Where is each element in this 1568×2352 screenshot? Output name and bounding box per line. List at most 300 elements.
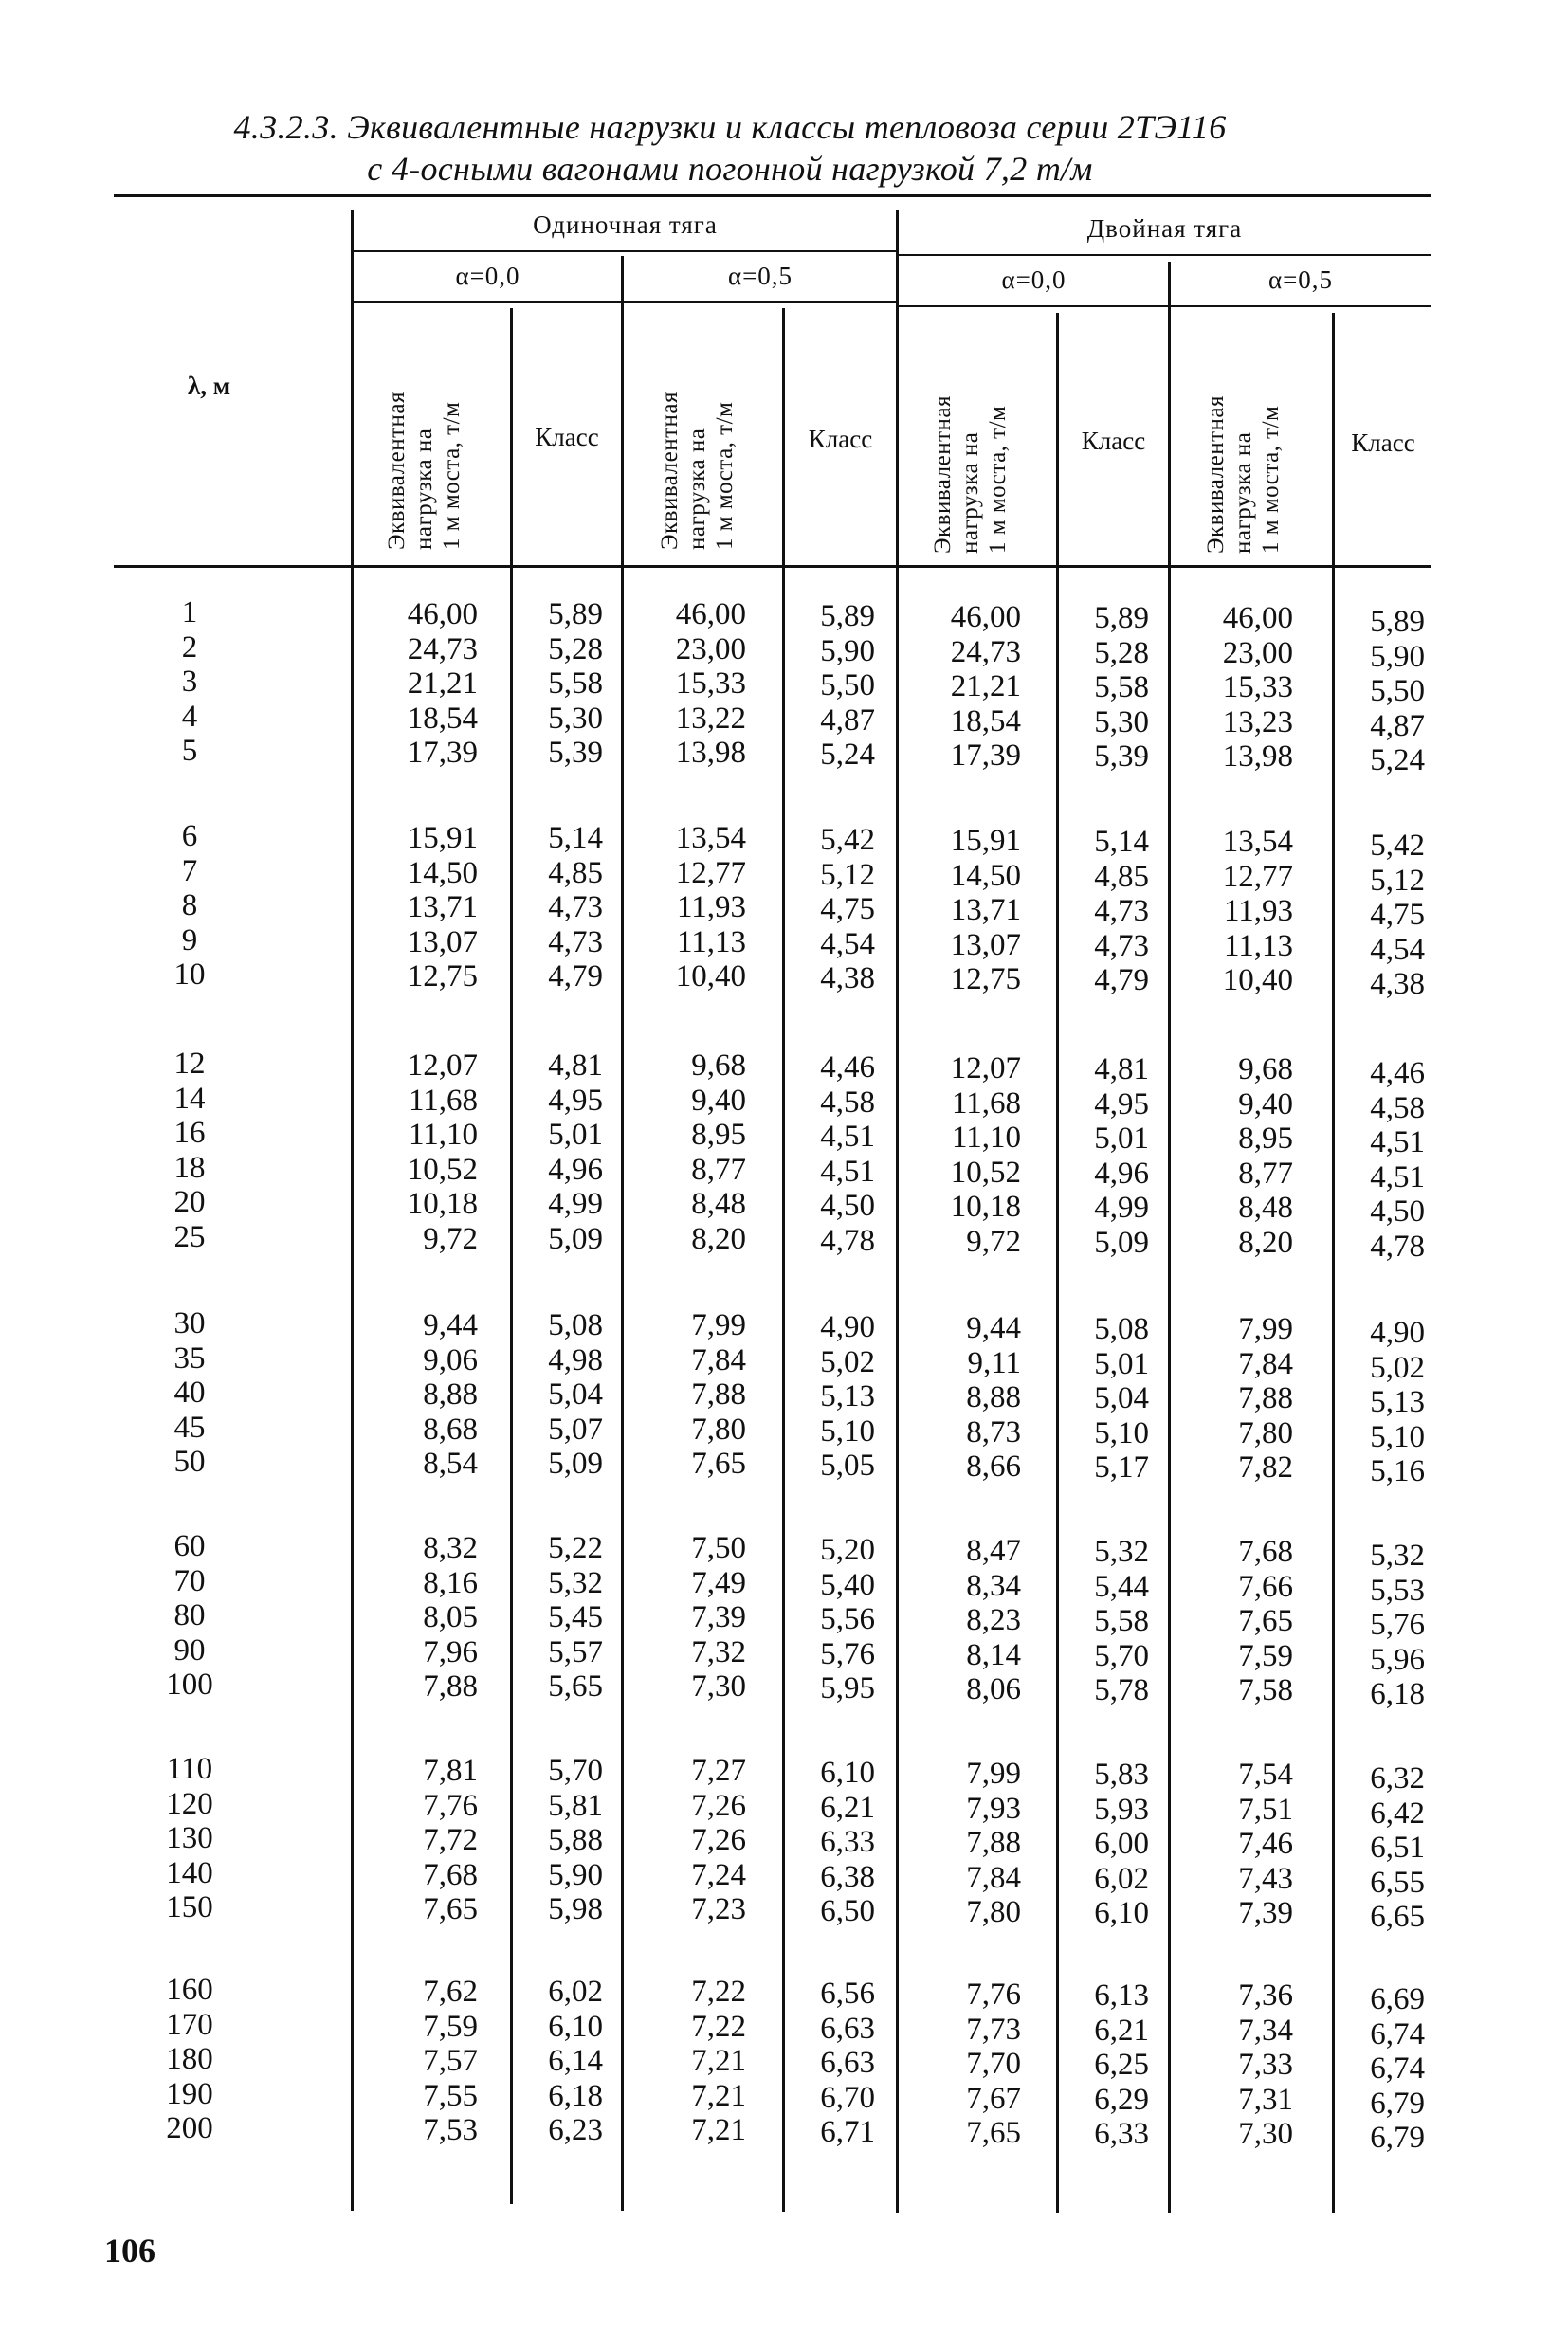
single-a0-klass-cell: 6,10 — [548, 2009, 603, 2044]
group-7-d5e-column — [1170, 1978, 1293, 2152]
double-a05-klass-cell: 5,10 — [1370, 1419, 1425, 1454]
lambda-cell: 170 — [166, 2007, 213, 2042]
double-a05-klass-cell: 4,75 — [1370, 898, 1425, 933]
double-a0-load-cell: 7,80 — [966, 1895, 1021, 1930]
single-a05-load-cell: 10,40 — [675, 959, 746, 994]
group-4-lambda-column — [123, 1306, 256, 1480]
single-a0-load-cell: 7,96 — [423, 1634, 478, 1669]
group-4-d0k-column — [1058, 1312, 1149, 1486]
single-a0-load-cell: 8,05 — [423, 1600, 478, 1635]
double-a0-klass-cell: 5,08 — [1094, 1312, 1149, 1346]
double-a05-load-cell: 7,66 — [1238, 1569, 1293, 1604]
group-5-s5k-column — [784, 1533, 875, 1706]
lambda-cell: 5 — [181, 734, 198, 769]
lambda-cell: 130 — [166, 1821, 213, 1856]
lambda-cell: 50 — [173, 1445, 206, 1480]
double-a05-klass-cell: 6,79 — [1370, 2121, 1425, 2156]
single-a0-klass-cell: 5,14 — [548, 821, 603, 855]
single-a0-klass-cell: 5,32 — [548, 1565, 603, 1600]
single-a05-load-cell: 7,23 — [691, 1892, 746, 1927]
double-a05-load-cell: 7,59 — [1238, 1638, 1293, 1673]
double-a0-klass-cell: 5,04 — [1094, 1381, 1149, 1416]
single-a05-load-cell: 7,99 — [691, 1308, 746, 1342]
group-2-s5k-column — [784, 823, 875, 996]
group-4-s5k-column — [784, 1310, 875, 1484]
alpha-rule-double — [898, 305, 1431, 307]
single-a05-klass-cell: 5,90 — [820, 633, 875, 668]
single-a0-klass-cell: 5,90 — [548, 1857, 603, 1892]
double-a0-klass-cell: 6,13 — [1094, 1978, 1149, 2013]
double-a05-load-cell: 8,48 — [1238, 1191, 1293, 1226]
single-a0-load-cell: 7,81 — [423, 1754, 478, 1788]
single-a05-klass-cell: 6,33 — [820, 1825, 875, 1860]
single-a05-klass-cell: 4,58 — [820, 1085, 875, 1120]
single-a05-load-cell: 7,27 — [691, 1754, 746, 1788]
header-double-alpha-0: α=0,0 — [1001, 265, 1067, 294]
double-a0-load-cell: 21,21 — [950, 669, 1021, 704]
lambda-cell: 30 — [173, 1306, 206, 1340]
group-7-d0k-column — [1058, 1978, 1149, 2152]
double-a0-load-cell: 9,44 — [966, 1311, 1021, 1345]
group-7-lambda-column — [123, 1973, 256, 2146]
group-6-d5e-column — [1170, 1758, 1293, 1931]
lambda-cell: 110 — [166, 1752, 213, 1786]
single-a0-load-cell: 7,53 — [423, 2113, 478, 2148]
single-a05-load-cell: 7,50 — [691, 1531, 746, 1565]
double-a05-load-cell: 9,68 — [1238, 1052, 1293, 1086]
single-a05-load-cell: 9,40 — [691, 1083, 746, 1118]
double-a0-klass-cell: 5,01 — [1094, 1121, 1149, 1157]
double-a0-load-cell: 7,70 — [966, 2047, 1021, 2082]
lambda-cell: 40 — [173, 1376, 206, 1411]
group-4-s0e-column — [353, 1308, 478, 1482]
lambda-cell: 4 — [181, 699, 198, 734]
single-a0-klass-cell: 5,07 — [548, 1412, 603, 1447]
single-a0-load-cell: 13,71 — [407, 890, 478, 925]
double-a0-load-cell: 8,88 — [966, 1380, 1021, 1415]
single-a05-klass-cell: 5,56 — [820, 1602, 875, 1637]
lambda-cell: 120 — [166, 1786, 213, 1821]
lambda-cell: 8 — [181, 888, 198, 923]
double-a0-load-cell: 7,84 — [966, 1860, 1021, 1895]
double-a05-klass-cell: 5,89 — [1370, 605, 1425, 639]
double-a0-load-cell: 7,65 — [966, 2116, 1021, 2151]
group-1-d5k-column — [1334, 605, 1425, 778]
single-a0-klass-cell: 5,22 — [548, 1531, 603, 1565]
group-3-s5e-column — [623, 1048, 746, 1257]
double-a0-load-cell: 7,88 — [966, 1826, 1021, 1861]
double-a05-load-cell: 7,99 — [1238, 1312, 1293, 1346]
double-a05-klass-cell: 5,32 — [1370, 1539, 1425, 1573]
lambda-cell: 190 — [166, 2076, 213, 2111]
single-a05-load-cell: 9,68 — [691, 1048, 746, 1083]
double-a05-klass-cell: 6,79 — [1370, 2086, 1425, 2121]
group-5-d5e-column — [1170, 1535, 1293, 1708]
single-a05-klass-cell: 5,76 — [820, 1636, 875, 1671]
group-5-s0k-column — [512, 1531, 603, 1705]
single-a05-klass-cell: 5,40 — [820, 1567, 875, 1602]
double-a0-klass-cell: 4,73 — [1094, 894, 1149, 929]
double-a05-klass-cell: 5,96 — [1370, 1642, 1425, 1677]
double-a05-load-cell: 10,40 — [1222, 963, 1293, 998]
group-4-s0k-column — [512, 1308, 603, 1482]
group-3-lambda-column — [123, 1047, 256, 1255]
lambda-cell: 14 — [173, 1081, 206, 1116]
alpha-rule-single — [353, 301, 898, 303]
double-a05-klass-cell: 6,32 — [1370, 1761, 1425, 1796]
double-a05-load-cell: 13,98 — [1222, 739, 1293, 775]
double-a05-load-cell: 23,00 — [1222, 635, 1293, 670]
double-a05-klass-cell: 5,42 — [1370, 829, 1425, 863]
double-a05-klass-cell: 6,42 — [1370, 1796, 1425, 1831]
single-a0-klass-cell: 5,39 — [548, 736, 603, 771]
double-a0-load-cell: 46,00 — [950, 600, 1021, 634]
group-2-d5k-column — [1334, 829, 1425, 1002]
double-a05-klass-cell: 4,51 — [1370, 1125, 1425, 1160]
double-a05-klass-cell: 6,65 — [1370, 1900, 1425, 1935]
single-a05-klass-cell: 6,71 — [820, 2115, 875, 2150]
double-a05-klass-cell: 5,90 — [1370, 639, 1425, 674]
table-title — [114, 106, 1346, 190]
single-a05-klass-cell: 5,20 — [820, 1533, 875, 1567]
single-a05-load-cell: 7,80 — [691, 1412, 746, 1447]
group-6-lambda-column — [123, 1752, 256, 1925]
single-a05-klass-cell: 4,90 — [820, 1310, 875, 1344]
double-a05-klass-cell: 5,53 — [1370, 1573, 1425, 1608]
single-a0-load-cell: 8,16 — [423, 1565, 478, 1600]
group-5-d0k-column — [1058, 1535, 1149, 1708]
double-a05-load-cell: 11,93 — [1223, 894, 1293, 929]
single-a05-klass-cell: 6,63 — [820, 2046, 875, 2081]
double-a05-klass-cell: 5,50 — [1370, 674, 1425, 709]
single-a0-klass-cell: 5,65 — [548, 1669, 603, 1705]
single-a0-load-cell: 15,91 — [407, 821, 478, 855]
group-2-d0k-column — [1058, 825, 1149, 998]
lambda-cell: 45 — [173, 1410, 206, 1445]
double-a0-load-cell: 8,34 — [966, 1568, 1021, 1603]
group-4-d0e-column — [898, 1311, 1021, 1485]
double-a0-load-cell: 9,72 — [966, 1224, 1021, 1259]
single-a0-klass-cell: 5,28 — [548, 631, 603, 666]
header-lambda: λ, м — [188, 372, 231, 400]
single-a0-load-cell: 14,50 — [407, 855, 478, 890]
single-a0-load-cell: 10,18 — [407, 1187, 478, 1222]
double-a0-load-cell: 7,73 — [966, 2012, 1021, 2047]
double-a0-load-cell: 24,73 — [950, 634, 1021, 669]
single-a05-load-cell: 8,95 — [691, 1118, 746, 1153]
lambda-cell: 150 — [166, 1890, 213, 1925]
single-a0-klass-cell: 5,89 — [548, 597, 603, 631]
double-a05-load-cell: 7,88 — [1238, 1381, 1293, 1416]
group-2-s0k-column — [512, 821, 603, 994]
subheader-rule-single — [353, 250, 898, 252]
single-a05-load-cell: 11,13 — [676, 924, 746, 959]
single-a0-load-cell: 11,10 — [408, 1118, 478, 1153]
double-a05-klass-cell: 6,51 — [1370, 1831, 1425, 1866]
header-equiv-double-a05: Эквивалентная нагрузка на 1 м моста, т/м — [1203, 395, 1284, 554]
single-a0-klass-cell: 6,14 — [548, 2044, 603, 2079]
single-a05-klass-cell: 4,38 — [820, 961, 875, 996]
single-a05-load-cell: 7,88 — [691, 1377, 746, 1413]
single-a0-klass-cell: 4,85 — [548, 855, 603, 890]
single-a0-load-cell: 46,00 — [407, 597, 478, 631]
group-1-s0e-column — [353, 597, 478, 771]
lambda-cell: 200 — [166, 2111, 213, 2146]
single-a05-klass-cell: 5,24 — [820, 738, 875, 773]
double-a05-klass-cell: 4,46 — [1370, 1056, 1425, 1090]
single-a0-klass-cell: 4,81 — [548, 1048, 603, 1083]
double-a0-klass-cell: 5,28 — [1094, 635, 1149, 670]
double-a0-load-cell: 8,23 — [966, 1603, 1021, 1638]
double-a0-klass-cell: 5,44 — [1094, 1569, 1149, 1604]
double-a0-klass-cell: 4,95 — [1094, 1086, 1149, 1121]
group-7-s5e-column — [623, 1975, 746, 2148]
single-a05-load-cell: 46,00 — [675, 597, 746, 631]
group-6-d0k-column — [1058, 1758, 1149, 1931]
double-a0-klass-cell: 6,10 — [1094, 1896, 1149, 1931]
lambda-cell: 3 — [181, 665, 198, 700]
top-rule — [114, 194, 1431, 197]
double-a0-load-cell: 17,39 — [950, 738, 1021, 774]
double-a05-load-cell: 13,23 — [1222, 704, 1293, 739]
double-a05-klass-cell: 4,38 — [1370, 967, 1425, 1002]
double-a0-load-cell: 13,07 — [950, 927, 1021, 962]
double-a05-load-cell: 8,20 — [1238, 1225, 1293, 1260]
double-a0-load-cell: 8,06 — [966, 1672, 1021, 1707]
double-a0-load-cell: 14,50 — [950, 858, 1021, 893]
group-5-s0e-column — [353, 1531, 478, 1705]
single-a05-load-cell: 7,26 — [691, 1788, 746, 1823]
lambda-cell: 35 — [173, 1340, 206, 1376]
lambda-cell: 160 — [166, 1973, 213, 2007]
subheader-rule-double — [898, 254, 1431, 256]
single-a0-load-cell: 12,75 — [407, 959, 478, 994]
double-a05-load-cell: 9,40 — [1238, 1086, 1293, 1121]
double-a05-load-cell: 7,46 — [1238, 1827, 1293, 1862]
double-a05-klass-cell: 4,58 — [1370, 1090, 1425, 1125]
single-a0-load-cell: 7,62 — [423, 1975, 478, 2009]
single-a0-load-cell: 7,88 — [423, 1669, 478, 1705]
double-a05-load-cell: 8,77 — [1238, 1156, 1293, 1191]
table-title-line1: 4.3.2.3. Эквивалентные нагрузки и классы тепловоза серии 2ТЭ116 — [233, 108, 1227, 146]
group-1-d0k-column — [1058, 601, 1149, 775]
single-a05-klass-cell: 6,21 — [820, 1790, 875, 1825]
double-a0-load-cell: 8,14 — [966, 1637, 1021, 1672]
single-a05-load-cell: 7,22 — [691, 2009, 746, 2044]
header-bottom-rule — [114, 565, 1431, 568]
page-number: 106 — [104, 2232, 155, 2270]
lambda-cell: 60 — [173, 1529, 206, 1563]
double-a05-load-cell: 7,68 — [1238, 1535, 1293, 1569]
double-a05-load-cell: 7,31 — [1238, 2082, 1293, 2117]
group-6-s5k-column — [784, 1756, 875, 1929]
double-a0-klass-cell: 6,00 — [1094, 1827, 1149, 1862]
single-a05-load-cell: 12,77 — [675, 855, 746, 890]
group-2-s0e-column — [353, 821, 478, 994]
double-a05-klass-cell: 4,90 — [1370, 1316, 1425, 1350]
single-a05-klass-cell: 4,51 — [820, 1120, 875, 1155]
double-a0-klass-cell: 5,78 — [1094, 1673, 1149, 1708]
header-single-alpha-0: α=0,0 — [455, 262, 520, 290]
group-2-lambda-column — [123, 819, 256, 993]
single-a0-klass-cell: 5,30 — [548, 701, 603, 736]
double-a0-klass-cell: 5,14 — [1094, 825, 1149, 859]
single-a0-load-cell: 8,88 — [423, 1377, 478, 1413]
single-a0-load-cell: 7,65 — [423, 1892, 478, 1927]
single-a0-load-cell: 7,57 — [423, 2044, 478, 2079]
single-a05-klass-cell: 4,51 — [820, 1154, 875, 1189]
double-a05-klass-cell: 6,74 — [1370, 2016, 1425, 2051]
double-a05-klass-cell: 6,55 — [1370, 1865, 1425, 1900]
double-a0-load-cell: 13,71 — [950, 893, 1021, 928]
header-klass-double-a05: Класс — [1351, 428, 1415, 457]
single-a0-klass-cell: 4,79 — [548, 959, 603, 994]
single-a05-load-cell: 7,24 — [691, 1857, 746, 1892]
single-a0-load-cell: 24,73 — [407, 631, 478, 666]
double-a0-load-cell: 9,11 — [967, 1345, 1021, 1380]
group-5-d0e-column — [898, 1534, 1021, 1707]
double-a0-klass-cell: 6,25 — [1094, 2048, 1149, 2083]
group-1-s0k-column — [512, 597, 603, 771]
double-a05-klass-cell: 6,18 — [1370, 1677, 1425, 1712]
single-a0-load-cell: 9,44 — [423, 1308, 478, 1342]
double-a05-klass-cell: 4,51 — [1370, 1159, 1425, 1194]
lambda-cell: 16 — [173, 1116, 206, 1151]
group-3-s5k-column — [784, 1050, 875, 1259]
double-a05-klass-cell: 5,24 — [1370, 743, 1425, 778]
double-a0-klass-cell: 5,39 — [1094, 739, 1149, 775]
double-a05-klass-cell: 6,74 — [1370, 2051, 1425, 2087]
double-a0-klass-cell: 4,79 — [1094, 963, 1149, 998]
double-a0-klass-cell: 5,01 — [1094, 1346, 1149, 1381]
group-2-s5e-column — [623, 821, 746, 994]
group-3-s0k-column — [512, 1048, 603, 1257]
lambda-cell: 18 — [173, 1150, 206, 1185]
single-a05-klass-cell: 6,63 — [820, 2011, 875, 2046]
group-4-d5e-column — [1170, 1312, 1293, 1486]
single-a05-klass-cell: 5,42 — [820, 823, 875, 857]
group-7-s0e-column — [353, 1975, 478, 2148]
header-single-traction: Одиночная тяга — [533, 210, 718, 239]
single-a05-load-cell: 8,48 — [691, 1187, 746, 1222]
double-a0-klass-cell: 6,33 — [1094, 2117, 1149, 2152]
double-a05-klass-cell: 5,13 — [1370, 1385, 1425, 1420]
double-a0-klass-cell: 5,58 — [1094, 1604, 1149, 1639]
double-a0-load-cell: 7,99 — [966, 1757, 1021, 1791]
single-a0-klass-cell: 5,09 — [548, 1221, 603, 1256]
single-a05-klass-cell: 4,50 — [820, 1189, 875, 1224]
header-klass-single-a0: Класс — [535, 423, 599, 451]
double-a0-klass-cell: 6,02 — [1094, 1861, 1149, 1896]
double-a0-load-cell: 10,52 — [950, 1155, 1021, 1190]
single-a05-load-cell: 7,26 — [691, 1823, 746, 1858]
double-a0-load-cell: 8,47 — [966, 1534, 1021, 1568]
group-6-s0k-column — [512, 1754, 603, 1927]
double-a0-load-cell: 15,91 — [950, 824, 1021, 858]
double-a05-klass-cell: 4,87 — [1370, 708, 1425, 743]
single-a0-klass-cell: 6,23 — [548, 2113, 603, 2148]
group-1-s5k-column — [784, 599, 875, 773]
single-a05-klass-cell: 5,05 — [820, 1449, 875, 1484]
single-a0-klass-cell: 5,57 — [548, 1634, 603, 1669]
single-a0-load-cell: 7,72 — [423, 1823, 478, 1858]
double-a0-load-cell: 10,18 — [950, 1190, 1021, 1225]
double-a0-klass-cell: 5,89 — [1094, 601, 1149, 635]
double-a05-klass-cell: 5,12 — [1370, 863, 1425, 898]
table-title-line2: с 4-осными вагонами погонной нагрузкой 7,2 т/м — [367, 150, 1093, 188]
lambda-cell: 90 — [173, 1632, 206, 1668]
double-a0-klass-cell: 5,58 — [1094, 670, 1149, 705]
lambda-cell: 20 — [173, 1185, 206, 1220]
single-a0-load-cell: 9,72 — [423, 1221, 478, 1256]
single-a0-klass-cell: 5,81 — [548, 1788, 603, 1823]
single-a0-load-cell: 8,32 — [423, 1531, 478, 1565]
group-3-d5k-column — [1334, 1056, 1425, 1265]
single-a0-load-cell: 7,55 — [423, 2078, 478, 2113]
single-a05-load-cell: 7,49 — [691, 1565, 746, 1600]
header-equiv-double-a0: Эквивалентная нагрузка на 1 м моста, т/м — [930, 395, 1011, 554]
single-a05-klass-cell: 6,10 — [820, 1756, 875, 1790]
double-a0-load-cell: 8,73 — [966, 1414, 1021, 1449]
single-a05-klass-cell: 5,12 — [820, 857, 875, 892]
single-a0-klass-cell: 5,45 — [548, 1600, 603, 1635]
single-a05-klass-cell: 4,46 — [820, 1050, 875, 1085]
single-a0-load-cell: 8,68 — [423, 1412, 478, 1447]
group-7-s5k-column — [784, 1977, 875, 2150]
double-a05-load-cell: 7,65 — [1238, 1604, 1293, 1639]
double-a05-klass-cell: 4,54 — [1370, 932, 1425, 967]
double-a05-load-cell: 7,33 — [1238, 2048, 1293, 2083]
single-a05-load-cell: 7,39 — [691, 1600, 746, 1635]
lambda-cell: 140 — [166, 1855, 213, 1890]
double-a05-load-cell: 7,84 — [1238, 1346, 1293, 1381]
single-a0-load-cell: 7,76 — [423, 1788, 478, 1823]
single-a0-load-cell: 7,68 — [423, 1857, 478, 1892]
header-single-alpha-05: α=0,5 — [727, 262, 793, 290]
header-double-traction: Двойная тяга — [1086, 214, 1243, 243]
group-1-lambda-column — [123, 595, 256, 769]
single-a05-klass-cell: 5,89 — [820, 599, 875, 633]
double-a0-load-cell: 8,66 — [966, 1449, 1021, 1485]
group-1-d5e-column — [1170, 601, 1293, 775]
single-a05-load-cell: 7,21 — [691, 2113, 746, 2148]
single-a0-load-cell: 9,06 — [423, 1342, 478, 1377]
single-a0-load-cell: 12,07 — [407, 1048, 478, 1083]
single-a0-load-cell: 18,54 — [407, 701, 478, 736]
single-a0-klass-cell: 6,18 — [548, 2078, 603, 2113]
double-a05-klass-cell: 4,78 — [1370, 1229, 1425, 1264]
single-a0-klass-cell: 6,02 — [548, 1975, 603, 2009]
lambda-cell: 100 — [166, 1668, 213, 1703]
single-a05-load-cell: 7,21 — [691, 2078, 746, 2113]
lambda-cell: 12 — [173, 1047, 206, 1081]
single-a05-load-cell: 23,00 — [675, 631, 746, 666]
header-equiv-single-a0: Эквивалентная нагрузка на 1 м моста, т/м — [384, 392, 465, 550]
lambda-cell: 180 — [166, 2042, 213, 2077]
single-a05-klass-cell: 5,50 — [820, 668, 875, 703]
double-a0-klass-cell: 5,32 — [1094, 1535, 1149, 1569]
single-a05-klass-cell: 5,95 — [820, 1671, 875, 1706]
double-a05-load-cell: 7,54 — [1238, 1758, 1293, 1792]
single-a05-load-cell: 8,77 — [691, 1152, 746, 1187]
single-a0-klass-cell: 5,01 — [548, 1118, 603, 1153]
group-3-s0e-column — [353, 1048, 478, 1257]
group-3-d0e-column — [898, 1051, 1021, 1260]
double-a05-load-cell: 12,77 — [1222, 859, 1293, 894]
single-a0-load-cell: 8,54 — [423, 1447, 478, 1482]
double-a05-load-cell: 46,00 — [1222, 601, 1293, 635]
double-a05-load-cell: 7,34 — [1238, 2013, 1293, 2048]
